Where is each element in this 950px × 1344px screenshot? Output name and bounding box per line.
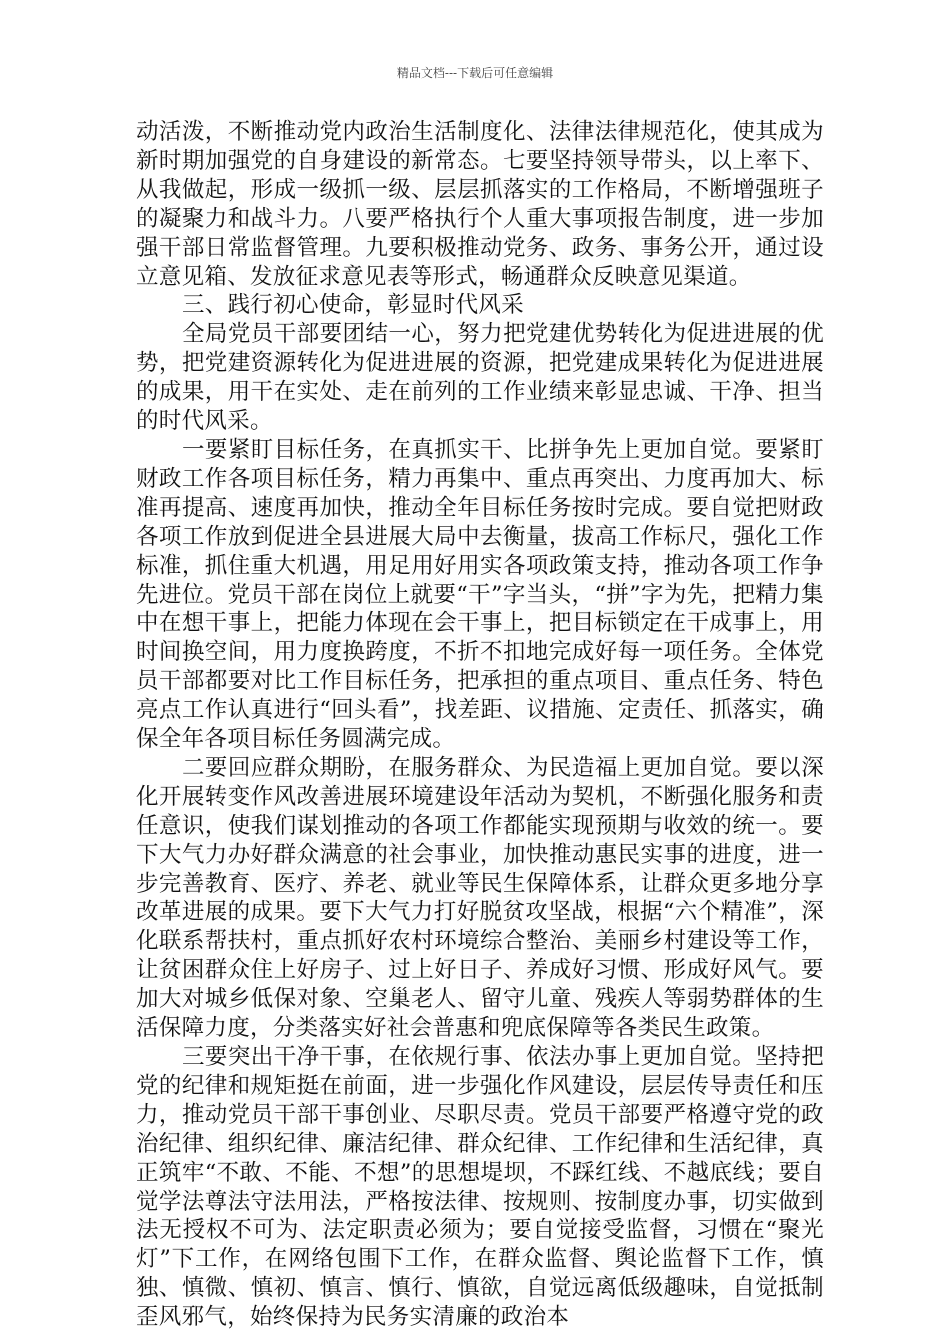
- paragraph-point-two: 二要回应群众期盼，在服务群众、为民造福上更加自觉。要以深化开展转变作风改善进展环境建设年活动为契机，不断强化服务和责任意识，使我们谋划推动的各项工作都能实现预期与收效的统一。要下大气力办好群众满意的社会事业，加快推动惠民实事的进度，进一步完善教育、医疗、养老、就业等民生保障体系，让群众更多地分享改革进展的成果。要下大气力打好脱贫攻坚战，根据“六个精准”，深化联系帮扶村，重点抓好农村环境综合整治、美丽乡村建设等工作，让贫困群众住上好房子、过上好日子、养成好习惯、形成好风气。要加大对城乡低保对象、空巢老人、留守儿童、残疾人等弱势群体的生活保障力度，分类落实好社会普惠和兜底保障等各类民生政策。: [136, 754, 824, 1042]
- document-body: [136, 118, 824, 1332]
- page-header: 精品文档---下载后可任意编辑: [396, 66, 554, 80]
- paragraph-point-three: 三要突出干净干事，在依规行事、依法办事上更加自觉。坚持把党的纪律和规矩挺在前面，进一步强化作风建设，层层传导责任和压力，推动党员干部干事创业、尽职尽责。党员干部要严格遵守党的政治纪律、组织纪律、廉洁纪律、群众纪律、工作纪律和生活纪律，真正筑牢“不敢、不能、不想”的思想堤坝，不踩红线、不越底线；要自觉学法尊法守法用法，严格按法律、按规则、按制度办事，切实做到法无授权不可为、法定职责必须为；要自觉接受监督，习惯在“聚光灯”下工作，在网络包围下工作，在群众监督、舆论监督下工作，慎独、慎微、慎初、慎言、慎行、慎欲，自觉远离低级趣味，自觉抵制歪风邪气，始终保持为民务实清廉的政治本: [136, 1044, 824, 1331]
- paragraph-intro: 全局党员干部要团结一心，努力把党建优势转化为促进进展的优势，把党建资源转化为促进进展的资源，把党建成果转化为促进进展的成果，用干在实处、走在前列的工作业绩来彰显忠诚、干净、担当的时代风采。: [136, 321, 824, 435]
- paragraph-point-one: 一要紧盯目标任务，在真抓实干、比拼争先上更加自觉。要紧盯财政工作各项目标任务，精力再集中、重点再突出、力度再加大、标准再提高、速度再加快，推动全年目标任务按时完成。要自觉把财政各项工作放到促进全县进展大局中去衡量，拔高工作标尺，强化工作标准，抓住重大机遇，用足用好用实各项政策支持，推动各项工作争先进位。党员干部在岗位上就要“干”字当头，“拼”字为先，把精力集中在想干事上，把能力体现在会干事上，把目标锁定在干成事上，用时间换空间，用力度换跨度，不折不扣地完成好每一项任务。全体党员干部都要对比工作目标任务，把承担的重点项目、重点任务、特色亮点工作认真进行“回头看”，找差距、议措施、定责任、抓落实，确保全年各项目标任务圆满完成。: [136, 436, 824, 753]
- section-heading: 三、践行初心使命，彰显时代风采: [182, 292, 525, 319]
- paragraph-continuation: 动活泼，不断推动党内政治生活制度化、法律法律规范化，使其成为新时期加强党的自身建设的新常态。七要坚持领导带头，以上率下、从我做起，形成一级抓一级、层层抓落实的工作格局，不断增强班子的凝聚力和战斗力。八要严格执行个人重大事项报告制度，进一步加强干部日常监督管理。九要积极推动党务、政务、事务公开，通过设立意见箱、发放征求意见表等形式，畅通群众反映意见渠道。: [136, 119, 824, 290]
